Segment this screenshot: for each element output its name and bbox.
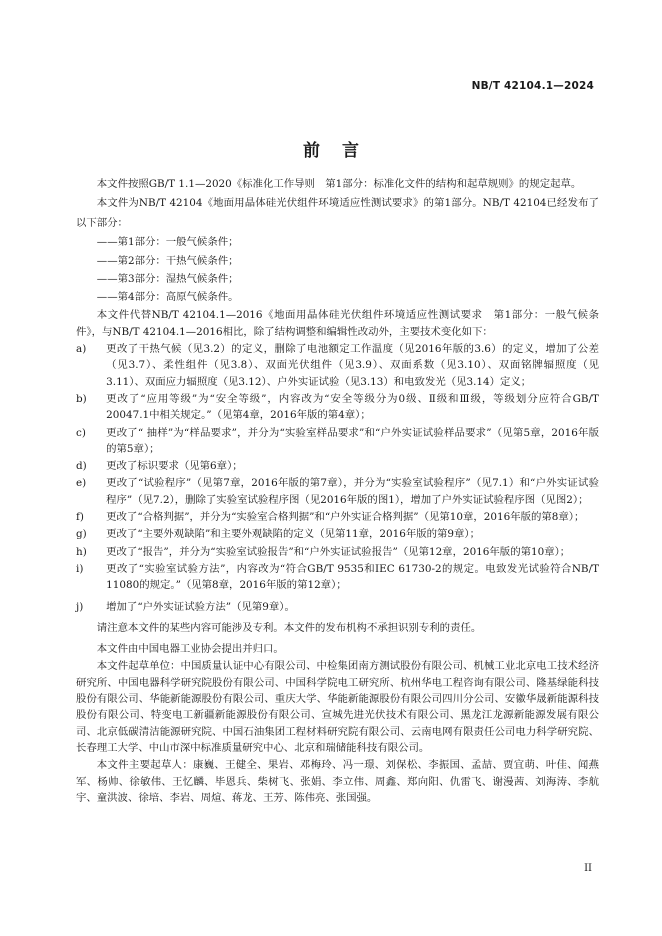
item-label: c) — [76, 426, 86, 439]
list-item — [76, 599, 599, 615]
item-label: j) — [76, 600, 84, 613]
list-item — [76, 544, 599, 560]
list-item: ——第3部分：湿热气候条件； — [96, 272, 239, 285]
item-text: 更改了标识要求（见第6章）； — [106, 460, 243, 473]
item-text: 更改了“ 抽样”为“样品要求”，并分为“实验室样品要求”和“户外实证试验样品要求”（见第5章，2016年版的第5章）； — [106, 426, 599, 455]
item-label: e) — [76, 477, 87, 490]
paragraph-drafting-rules: 本文件按照GB/T 1.1—2020《标准化工作导则 第1部分：标准化文件的结构和起草规则》的规定起草。 — [96, 178, 582, 190]
list-item: ——第1部分：一般气候条件； — [96, 236, 239, 249]
item-label: a) — [76, 343, 87, 356]
list-item: ——第4部分：高原气候条件。 — [96, 291, 239, 304]
paragraph-patent-notice: 请注意本文件的某些内容可能涉及专利。本文件的发布机构不承担识别专利的责任。 — [96, 621, 482, 634]
standard-number: NB/T 42104.1—2024 — [471, 80, 594, 92]
item-text: 更改了“试验程序”（见第7章，2016年版的第7章），并分为“实验室试验程序”（见7.1）和“户外实证试验程序”（见7.2），删除了实验室试验程序图（见2016年版的图1），增加了户外实证试验程序图（见图2）； — [106, 477, 599, 506]
list-item — [76, 341, 599, 390]
parts-list — [76, 234, 599, 305]
item-label: g) — [76, 528, 87, 541]
page-number: II — [584, 863, 592, 874]
item-label: f) — [76, 511, 84, 524]
list-item: ——第2部分：干热气候条件； — [96, 254, 239, 267]
list-item — [76, 391, 599, 424]
changes-list — [76, 341, 599, 615]
list-item — [76, 475, 599, 508]
paragraph-replaces: 本文件代替NB/T 42104.1—2016《地面用晶体硅光伏组件环境适应性测试要求 第1部分：一般气候条件》，与NB/T 42104.1—2016相比，除了结构调整和编辑性改动外，主要技术变化如下： — [76, 309, 599, 338]
list-item — [76, 425, 599, 458]
list-item — [76, 458, 599, 474]
list-item — [76, 509, 599, 525]
paragraph-drafters: 本文件主要起草人：康巍、王健全、果岩、邓梅玲、冯一璟、刘保松、李振国、孟喆、贾宜萌、叶佳、闻燕军、杨帅、徐敏伟、王忆麟、毕恩兵、柴树飞、张娟、李立伟、周鑫、郑向阳、仇雷飞、谢漫茜、刘海涛、李航宇、童洪波、徐培、李岩、周煊、蒋龙、王芳、陈伟亮、张国强。 — [76, 759, 599, 804]
list-item — [76, 561, 599, 594]
item-text: 更改了“报告”，并分为“实验室试验报告”和“户外实证试验报告”（见第12章，2016年版的第10章）； — [106, 545, 571, 558]
list-item — [76, 526, 599, 542]
item-text: 更改了干热气候（见3.2）的定义，删除了电池额定工作温度（见2016年版的3.6）的定义，增加了公差（见3.7）、柔性组件（见3.8）、双面光伏组件（见3.9）、双面系数（见3.10）、双面铭牌辐照度（见3.11）、双面应力辐照度（见3.12）、户外实证试验（见3.13）和电致发光（见3.14）定义； — [106, 343, 599, 388]
item-text: 更改了“应用等级”为“安全等级”，内容改为“安全等级分为0级、Ⅱ级和Ⅲ级，等级划分应符合GB/T 20047.1中相关规定。”（见第4章，2016年版的第4章）； — [106, 392, 599, 422]
item-label: d) — [76, 460, 87, 473]
item-text: 更改了“实验室试验方法”，内容改为“符合GB/T 9535和IEC 61730-2的规定。电致发光试验符合NB/T 11080的规定。”（见第8章，2016年版的第12章）； — [106, 562, 599, 592]
paragraph-drafting-organizations: 本文件起草单位：中国质量认证中心有限公司、中检集团南方测试股份有限公司、机械工业北京电工技术经济研究所、中国电器科学研究院股份有限公司、中国科学院电工研究所、杭州华电工程咨询有限公司、隆基绿能科技股份有限公司、华能新能源股份有限公司、重庆大学、华能新能源股份有限公司四川分公司、安徽华晟新能源科技股份有限公司、特变电工新疆新能源股份有限公司、宣城先进光伏技术有限公司、黑龙江龙源新能源发展有限公司、北京低碳清洁能源研究院、中国石油集团工程材料研究院有限公司、云南电网有限责任公司电力科学研究院、长春理工大学、中山市深中标准质量研究中心、北京和瑞储能科技有限公司。 — [76, 660, 599, 754]
foreword-body — [76, 176, 599, 807]
item-label: b) — [76, 392, 87, 405]
item-text: 增加了“户外实证试验方法”（见第9章）。 — [106, 600, 295, 613]
item-text: 更改了“主要外观缺陷”和主要外观缺陷的定义（见第11章，2016年版的第9章）； — [106, 528, 480, 541]
page-title: 前言 — [303, 141, 381, 161]
paragraph-proposer: 本文件由中国电器工业协会提出并归口。 — [96, 643, 284, 656]
item-label: i) — [76, 562, 84, 575]
paragraph-series-intro: 本文件为NB/T 42104《地面用晶体硅光伏组件环境适应性测试要求》的第1部分。NB/T 42104已经发布了以下部分： — [76, 197, 599, 230]
item-label: h) — [76, 545, 87, 558]
item-text: 更改了“合格判据”，并分为“实验室合格判据”和“户外实证合格判据”（见第10章，2016年版的第8章）； — [106, 511, 585, 524]
